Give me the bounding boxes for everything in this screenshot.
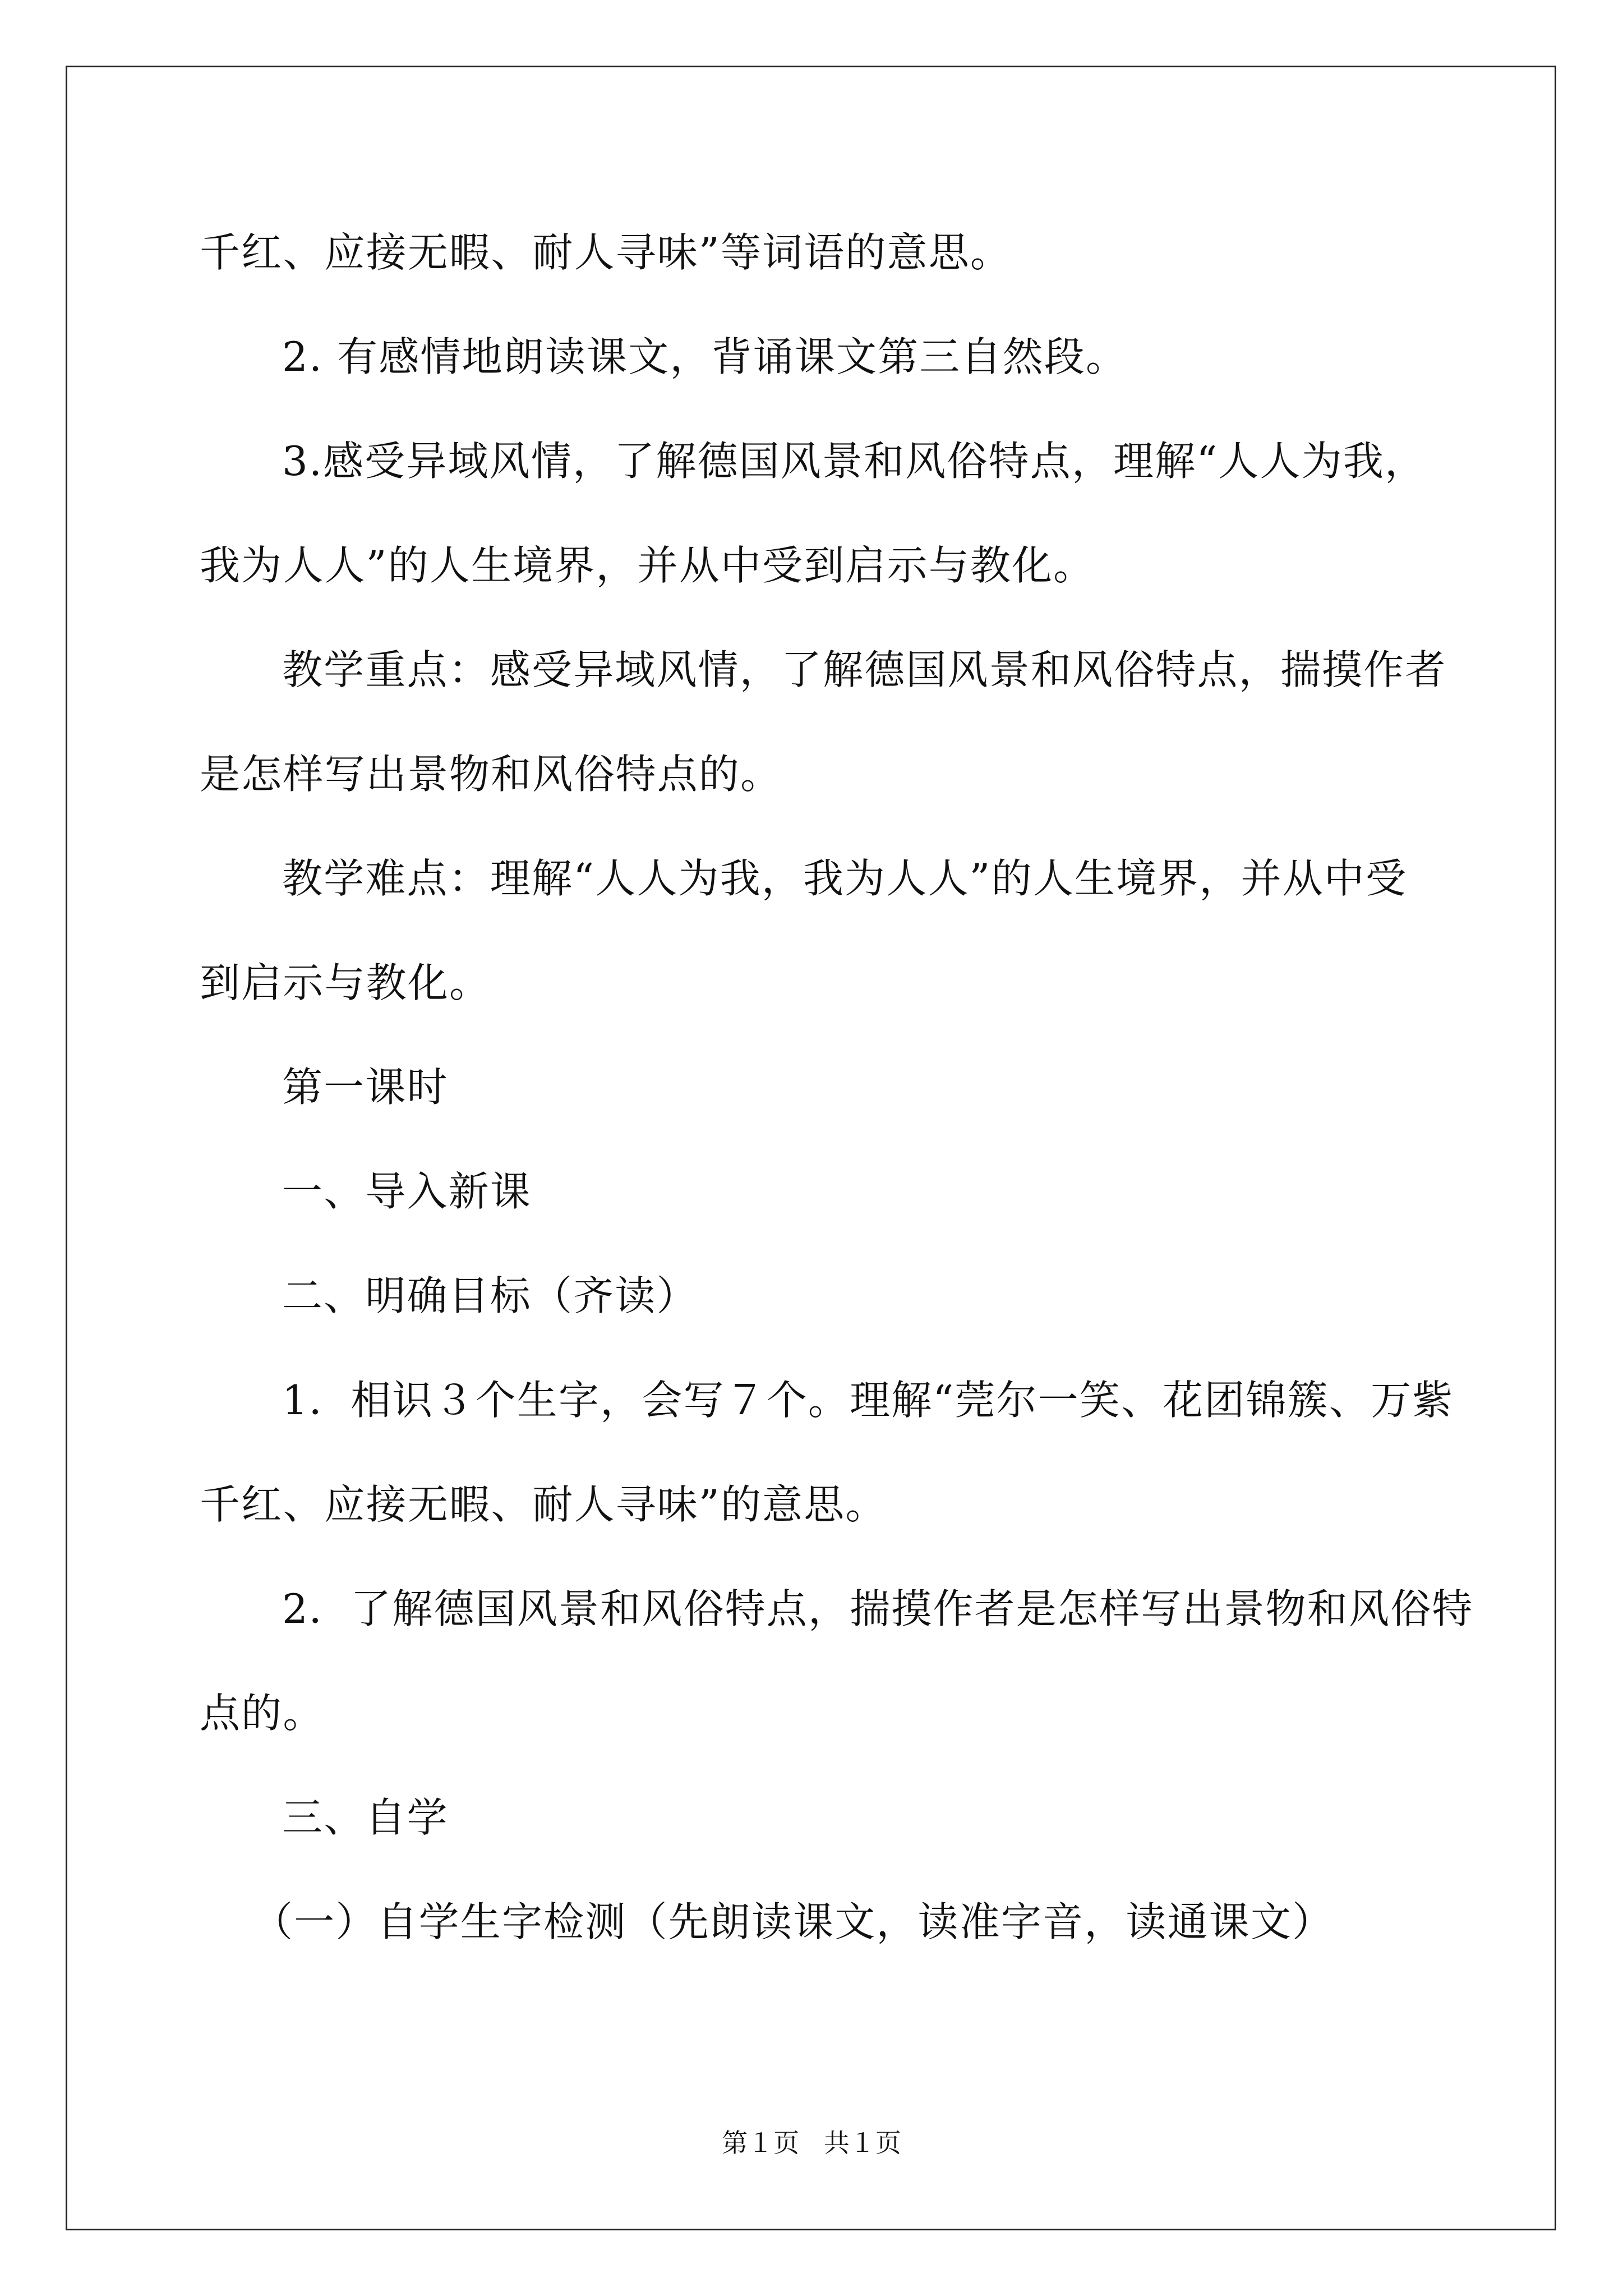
text-line: 2. 有感情地朗读课文，背诵课文第三自然段。 bbox=[282, 333, 1128, 380]
text-line: 1．相识３个生字，会写７个。理解“莞尔一笑、花团锦簇、万紫 bbox=[282, 1377, 1454, 1424]
text-line: 三、自学 bbox=[282, 1794, 449, 1841]
text-line: 点的。 bbox=[200, 1690, 325, 1737]
text-line: 教学重点：感受异域风情，了解德国风景和风俗特点，揣摸作者 bbox=[282, 646, 1447, 693]
text-line: 千红、应接无暇、耐人寻味”等词语的意思。 bbox=[200, 229, 1012, 276]
text-line: 一、导入新课 bbox=[282, 1168, 532, 1215]
text-line: 千红、应接无暇、耐人寻味”的意思。 bbox=[200, 1481, 887, 1528]
text-line: （一）自学生字检测（先朗读课文，读准字音，读通课文） bbox=[252, 1898, 1334, 1945]
text-line: 2．了解德国风景和风俗特点，揣摸作者是怎样写出景物和风俗特 bbox=[282, 1585, 1474, 1632]
page-number: 第１页 共１页 bbox=[722, 2128, 901, 2158]
text-line: 是怎样写出景物和风俗特点的。 bbox=[200, 751, 782, 798]
text-line: 3.感受异域风情，了解德国风景和风俗特点，理解“人人为我， bbox=[282, 438, 1427, 485]
text-line: 到启示与教化。 bbox=[200, 959, 491, 1006]
text-line: 二、明确目标（齐读） bbox=[282, 1272, 698, 1319]
text-line: 我为人人”的人生境界，并从中受到启示与教化。 bbox=[200, 542, 1095, 589]
text-line: 教学难点：理解“人人为我，我为人人”的人生境界，并从中受 bbox=[282, 855, 1408, 902]
text-line: 第一课时 bbox=[282, 1064, 449, 1111]
